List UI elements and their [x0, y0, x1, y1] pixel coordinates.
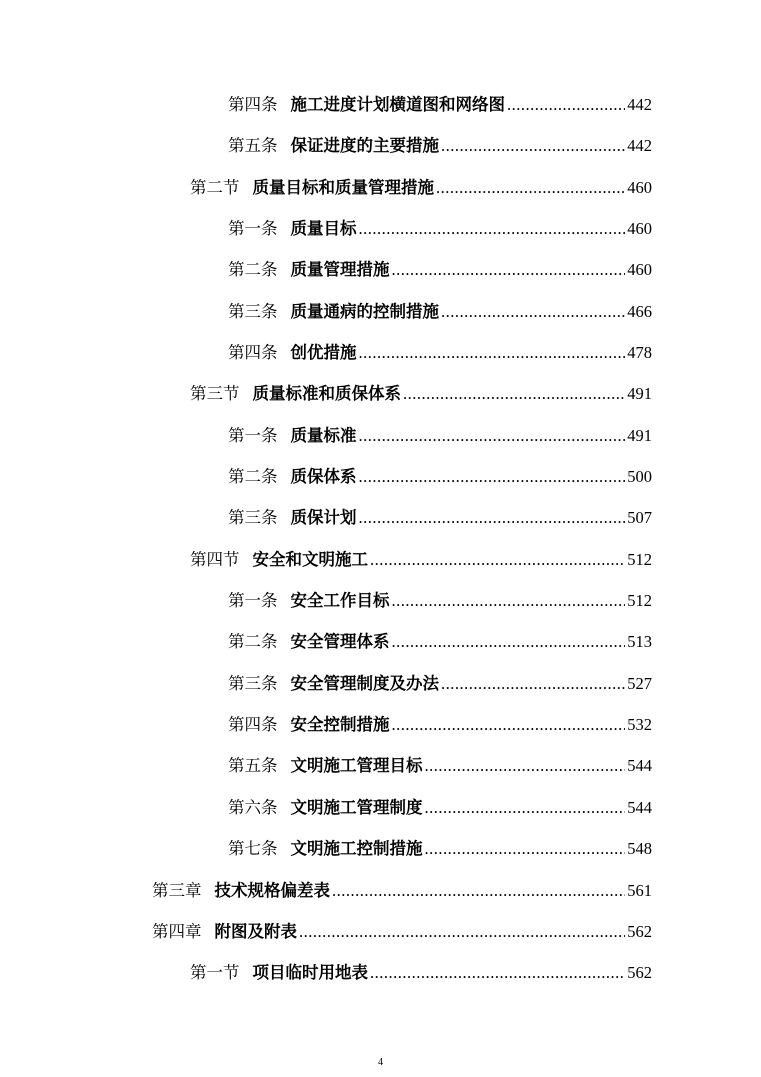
entry-page: 460	[627, 260, 652, 279]
dot-leader	[370, 546, 625, 574]
page-number: 4	[378, 1057, 383, 1068]
toc-entry[interactable]	[228, 422, 652, 450]
toc-entry[interactable]	[228, 835, 652, 863]
entry-number: 第三章	[152, 881, 202, 900]
entry-number: 第四节	[190, 550, 240, 569]
entry-page: 513	[627, 632, 652, 651]
entry-page: 460	[627, 219, 652, 238]
dot-leader	[507, 91, 625, 119]
entry-number: 第一条	[228, 426, 278, 445]
dot-leader	[359, 463, 626, 491]
entry-page: 527	[627, 674, 652, 693]
toc-entry[interactable]	[228, 215, 652, 243]
entry-page: 500	[627, 467, 652, 486]
entry-page: 561	[627, 881, 652, 900]
entry-title: 质保体系	[290, 467, 357, 486]
entry-number: 第三条	[228, 674, 278, 693]
dot-leader	[359, 422, 626, 450]
dot-leader	[332, 877, 625, 905]
entry-page: 512	[627, 591, 652, 610]
entry-page: 466	[627, 302, 652, 321]
entry-number: 第四条	[228, 95, 278, 114]
entry-title: 项目临时用地表	[252, 963, 368, 982]
entry-title: 文明施工管理制度	[290, 798, 423, 817]
dot-leader	[403, 380, 625, 408]
entry-title: 施工进度计划横道图和网络图	[290, 95, 505, 114]
entry-title: 技术规格偏差表	[214, 881, 330, 900]
toc-entry[interactable]	[228, 752, 652, 780]
dot-leader	[299, 918, 625, 946]
toc-entry[interactable]	[228, 504, 652, 532]
toc-entry[interactable]	[190, 174, 652, 202]
dot-leader	[392, 711, 626, 739]
entry-page: 507	[627, 508, 652, 527]
entry-page: 544	[627, 756, 652, 775]
toc-entry[interactable]	[190, 380, 652, 408]
entry-number: 第四条	[228, 343, 278, 362]
entry-title: 安全管理制度及办法	[290, 674, 439, 693]
dot-leader	[425, 835, 626, 863]
entry-number: 第二条	[228, 467, 278, 486]
toc-entry[interactable]	[228, 711, 652, 739]
toc-entry[interactable]	[228, 91, 652, 119]
entry-number: 第三条	[228, 302, 278, 321]
entry-number: 第四章	[152, 922, 202, 941]
entry-title: 保证进度的主要措施	[290, 136, 439, 155]
entry-page: 562	[627, 922, 652, 941]
entry-title: 质量标准和质保体系	[252, 384, 401, 403]
entry-number: 第六条	[228, 798, 278, 817]
entry-number: 第三条	[228, 508, 278, 527]
dot-leader	[392, 628, 626, 656]
entry-number: 第二条	[228, 632, 278, 651]
entry-number: 第二节	[190, 178, 240, 197]
dot-leader	[425, 794, 626, 822]
entry-title: 文明施工管理目标	[290, 756, 423, 775]
entry-number: 第一条	[228, 219, 278, 238]
entry-number: 第五条	[228, 756, 278, 775]
dot-leader	[392, 256, 626, 284]
entry-number: 第二条	[228, 260, 278, 279]
entry-title: 质量标准	[290, 426, 357, 445]
dot-leader	[441, 298, 625, 326]
toc-entry[interactable]	[228, 339, 652, 367]
entry-title: 质量目标	[290, 219, 357, 238]
entry-title: 附图及附表	[214, 922, 297, 941]
toc-entry[interactable]	[228, 256, 652, 284]
entry-page: 512	[627, 550, 652, 569]
entry-page: 544	[627, 798, 652, 817]
toc-entry[interactable]	[228, 298, 652, 326]
toc-entry[interactable]	[228, 628, 652, 656]
toc-entry[interactable]	[228, 794, 652, 822]
toc-entry[interactable]	[152, 877, 652, 905]
toc-entry[interactable]	[228, 463, 652, 491]
toc-entry[interactable]	[152, 918, 652, 946]
dot-leader	[359, 215, 626, 243]
entry-number: 第五条	[228, 136, 278, 155]
entry-page: 491	[627, 384, 652, 403]
toc-entry[interactable]	[190, 959, 652, 987]
entry-title: 质量目标和质量管理措施	[252, 178, 434, 197]
entry-title: 安全和文明施工	[252, 550, 368, 569]
dot-leader	[436, 174, 625, 202]
dot-leader	[359, 339, 626, 367]
entry-title: 安全工作目标	[290, 591, 390, 610]
entry-title: 质量通病的控制措施	[290, 302, 439, 321]
toc-entry[interactable]	[190, 546, 652, 574]
entry-page: 562	[627, 963, 652, 982]
entry-page: 491	[627, 426, 652, 445]
entry-title: 安全管理体系	[290, 632, 390, 651]
entry-number: 第三节	[190, 384, 240, 403]
dot-leader	[370, 959, 625, 987]
entry-page: 442	[627, 136, 652, 155]
entry-number: 第一节	[190, 963, 240, 982]
entry-number: 第一条	[228, 591, 278, 610]
entry-title: 文明施工控制措施	[290, 839, 423, 858]
toc-entry[interactable]	[228, 587, 652, 615]
dot-leader	[359, 504, 626, 532]
entry-page: 442	[627, 95, 652, 114]
entry-title: 质保计划	[290, 508, 357, 527]
entry-page: 532	[627, 715, 652, 734]
entry-title: 创优措施	[290, 343, 357, 362]
entry-title: 质量管理措施	[290, 260, 390, 279]
entry-page: 548	[627, 839, 652, 858]
dot-leader	[392, 587, 626, 615]
toc-entry[interactable]	[228, 670, 652, 698]
entry-number: 第四条	[228, 715, 278, 734]
entry-page: 478	[627, 343, 652, 362]
dot-leader	[425, 752, 626, 780]
entry-number: 第七条	[228, 839, 278, 858]
toc-entry[interactable]	[228, 132, 652, 160]
entry-title: 安全控制措施	[290, 715, 390, 734]
dot-leader	[441, 670, 625, 698]
entry-page: 460	[627, 178, 652, 197]
dot-leader	[441, 132, 625, 160]
